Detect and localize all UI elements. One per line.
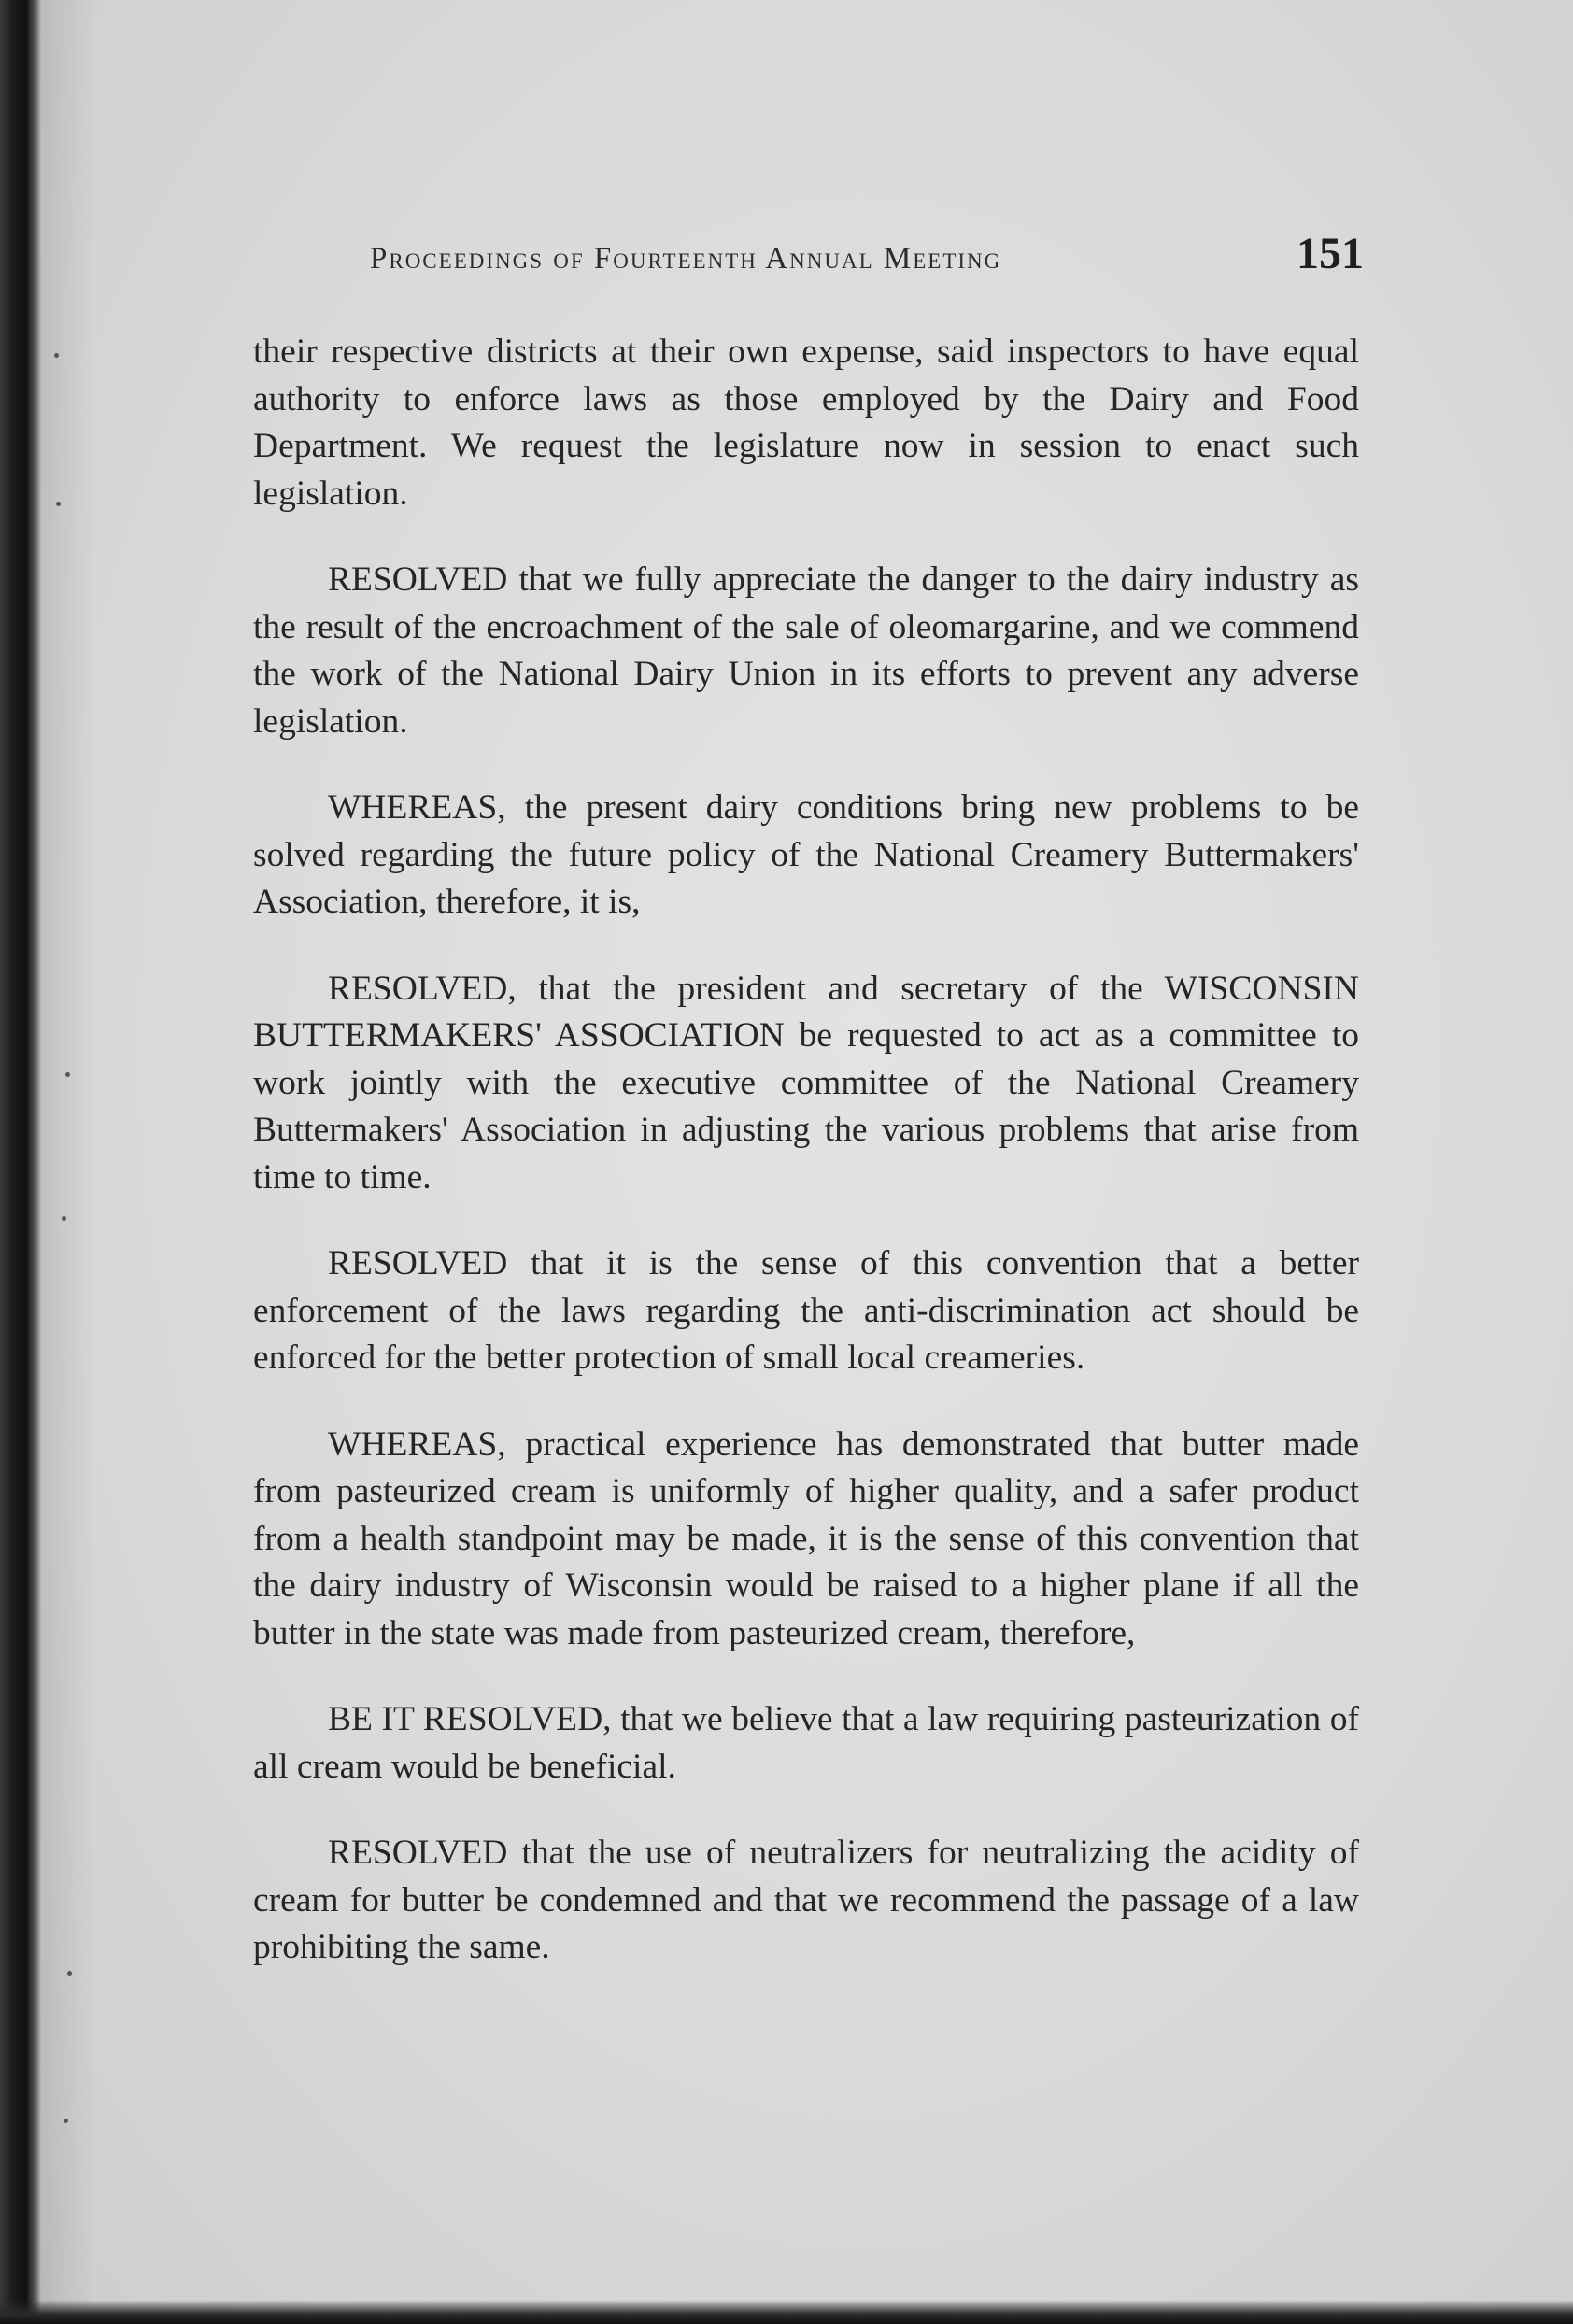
paragraph-resolution-neutralizers: RESOLVED that the use of neutralizers for neutralizing the acidity of cream for butter be condemned and that we recommend the passage of a law prohibiting the same. bbox=[253, 1834, 1359, 1966]
running-head bbox=[370, 228, 1364, 293]
paragraph-be-it-resolved: BE IT RESOLVED, that we believe that a law requiring pasteurization of all cream would be beneficial. bbox=[253, 1700, 1359, 1786]
page-speck bbox=[62, 1216, 66, 1221]
paragraph-whereas-dairy-conditions: WHEREAS, the present dairy conditions bring new problems to be solved regarding the future policy of the National Creamery Buttermakers' Association, therefore, it is, bbox=[253, 788, 1359, 921]
paragraph-resolution-anti-discrimination: RESOLVED that it is the sense of this convention that a better enforcement of the laws regarding the anti-discrimination act should be enforced for the better protection of small local creameries. bbox=[253, 1244, 1359, 1377]
binding-edge bbox=[0, 0, 41, 2324]
page-bottom-edge bbox=[0, 2300, 1573, 2324]
paragraph-whereas-pasteurized-cream: WHEREAS, practical experience has demonstrated that butter made from pasteurized cream is uniformly of higher quality, and a safer product from a health standpoint may be made, it is the sense of this convention that the dairy industry of Wisconsin would be raised to a higher plane if all the butter in the state was made from pasteurized cream, therefore, bbox=[253, 1424, 1359, 1652]
page-speck bbox=[64, 2119, 68, 2123]
page-speck bbox=[67, 1971, 72, 1976]
page-speck bbox=[54, 353, 59, 358]
page-speck bbox=[56, 502, 61, 506]
body-text bbox=[253, 329, 1359, 2011]
paragraph-resolution-oleomargarine: RESOLVED that we fully appreciate the danger to the dairy industry as the result of the encroachment of the sale of oleomargarine, and we commend the work of the National Dairy Union in its efforts to prevent any adverse legislation. bbox=[253, 560, 1359, 741]
paragraph-continuation: their respective districts at their own expense, said inspectors to have equal authority to enforce laws as those employed by the Dairy and Food Department. We request the legislature now in session to enact such legislation. bbox=[253, 333, 1359, 513]
running-title: Proceedings of Fourteenth Annual Meeting bbox=[370, 242, 1002, 276]
page-number: 151 bbox=[1297, 229, 1364, 278]
page-speck bbox=[65, 1072, 70, 1077]
paragraph-resolution-committee: RESOLVED, that the president and secretary of the WISCONSIN BUTTERMAKERS' ASSOCIATION be requested to act as a committee to work jointly with the executive committee of the National Creamery Buttermakers' Association in adjusting the various problems that arise from time to time. bbox=[253, 969, 1359, 1197]
